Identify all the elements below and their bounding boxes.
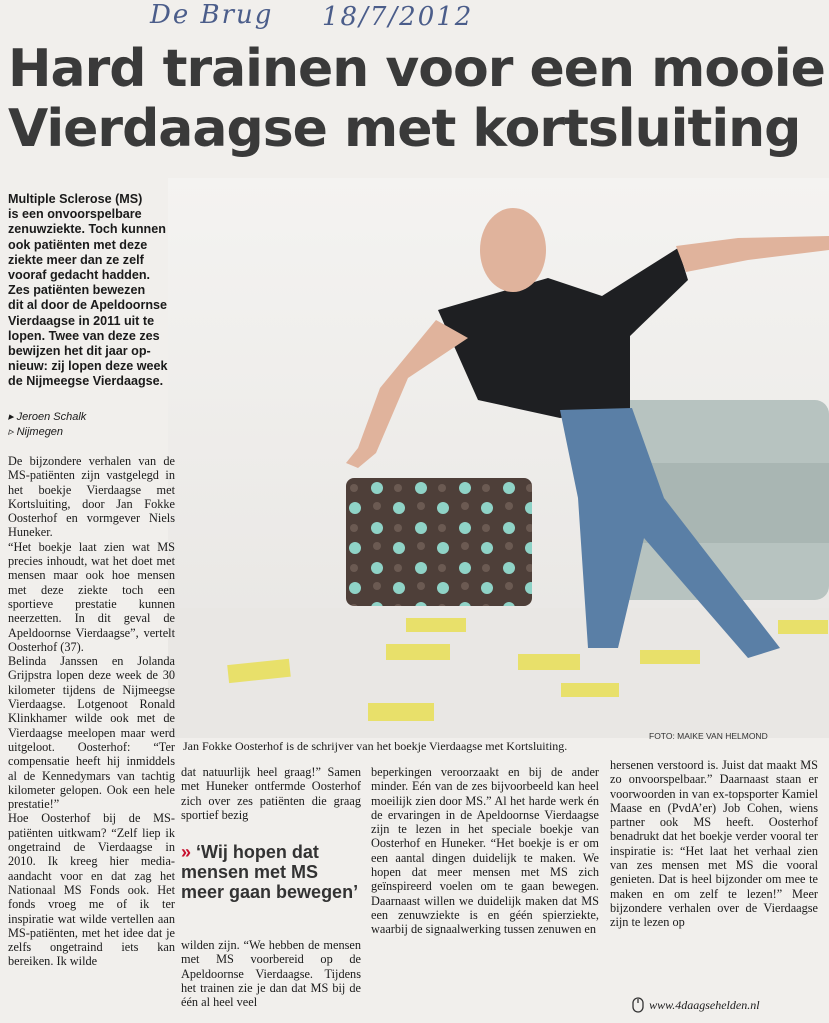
byline	[8, 410, 86, 440]
column-2-bottom: wilden zijn. “We hebben de mensen met MS voorbereid op de Apeldoornse Vierdaagse. Tijdens het trainen zie je dan dat MS bij de één al heel veel	[181, 938, 361, 1010]
handwritten-date: 18/7/2012	[322, 2, 474, 32]
intro-text: Multiple Sclerose (MS) is een onvoorspelbare zenuwziekte. Toch kunnen ook patiënten met deze ziekte meer dan ze zelf vooraf gedacht hadden. Zes patiënten bewezen dit al door de Apeldoornse Vierdaagse in 2011 uit te lopen. Twee van deze zes bewijzen het dit jaar op- nieuw: zij lopen deze week de Nijmeegse Vierdaagse.	[8, 192, 168, 389]
handwritten-source: De Brug	[150, 0, 274, 30]
column-1	[8, 454, 175, 1023]
photo-credit: FOTO: MAIKE VAN HELMOND	[649, 731, 768, 741]
pull-quote-text: ‘Wij hopen dat mensen met MS meer gaan bewegen’	[181, 842, 359, 902]
quote-mark-icon: »	[181, 842, 197, 862]
column-2-top: dat natuurlijk heel graag!” Samen met Huneker ontfermde Oosterhof zich over zes patiënten die graag sportief bezig	[181, 765, 361, 822]
column-3: beperkingen veroorzaakt en bij de ander minder. Eén van de zes bijvoorbeeld kan heel moeilijk zien door MS.” Al het harde werk én de ervaringen in de Apeldoornse Vierdaagse zijn te lezen in het speciale boekje van Oosterhof en Huneker. “Het boekje is er om een aantal dingen duidelijk te maken. We hopen dat meer mensen met MS zich geïnspireerd voelen om te gaan bewegen. Daarnaast willen we duidelijk maken dat MS een zenuwziekte is en géén spierziekte, waarbij de signaalwerking tussen zenuwen en	[371, 765, 599, 937]
author: Jeroen Schalk	[16, 411, 87, 423]
photo-caption: Jan Fokke Oosterhof is de schrijver van het boekje Vierdaagse met Kortsluiting.	[183, 739, 568, 753]
ottoman	[346, 478, 532, 606]
paragraph: Hoe Oosterhof bij de MS-patiënten uitkwam? “Zelf liep ik ongetraind de Vierdaagse in 2010. Ik kreeg hier media-aandacht voor en dat zag het Nationaal MS Fonds ook. Het fonds vroeg me of ik ter inspiratie wat wilde vertellen aan MS-patiënten, met het idee dat je zelfs ongetraind iets kan bereiken. Ik wilde	[8, 811, 175, 969]
pull-quote	[181, 842, 363, 902]
column-4: hersenen verstoord is. Juist dat maakt MS zo onvoorspelbaar.” Daarnaast staan er voorwoorden in van ex-topsporter Kamiel Maase en (PvdA’er) Job Cohen, wiens partner ook MS heeft. Oosterhof benadrukt dat het boekje verder vooral ter inspiratie is: “Het laat het verhaal zien van zes mensen met MS die vooral genieten. Dat is heel bijzonder om mee te maken en om zelf te lezen!” Meer bijzondere verhalen over de Vierdaagse zijn te lezen op	[610, 758, 818, 930]
headline-line-1: Hard trainen voor een mooie	[8, 39, 825, 99]
place-bullet: ▹	[8, 426, 17, 438]
place: Nijmegen	[16, 426, 64, 438]
headline-line-2: Vierdaagse met kortsluiting	[8, 99, 801, 159]
photo	[168, 178, 829, 738]
paragraph: De bijzondere verhalen van de MS-patiënten zijn vastgelegd in het boekje Vierdaagse met Kortsluiting, door Jan Fokke Oosterhof en vormgever Niels Huneker.	[8, 454, 175, 540]
website-link[interactable]: www.4daagsehelden.nl	[649, 998, 760, 1012]
paragraph: Belinda Janssen en Jolanda Grijpstra lopen deze week de 30 kilometer tijdens de Nijmeegse Vierdaagse. Lotgenoot Ronald Klinkhamer wilde ook met de Vierdaagse meelopen maar werd uitgeloot. Oosterhof: “Ter compensatie heeft hij inmiddels al de Kennedymars van tachtig kilometer gelopen. Ook een hele prestatie!”	[8, 654, 175, 812]
mouse-icon	[632, 997, 644, 1013]
web-reference	[632, 994, 760, 1013]
author-bullet: ▸	[8, 411, 17, 423]
paragraph: “Het boekje laat zien wat MS precies inhoudt, wat het doet met mensen maar ook hoe mensen met deze ziekte toch een sportieve prestatie kunnen neerzetten. In dit geval de Apeldoornse Vierdaagse”, vertelt Oosterhof (37).	[8, 539, 175, 654]
